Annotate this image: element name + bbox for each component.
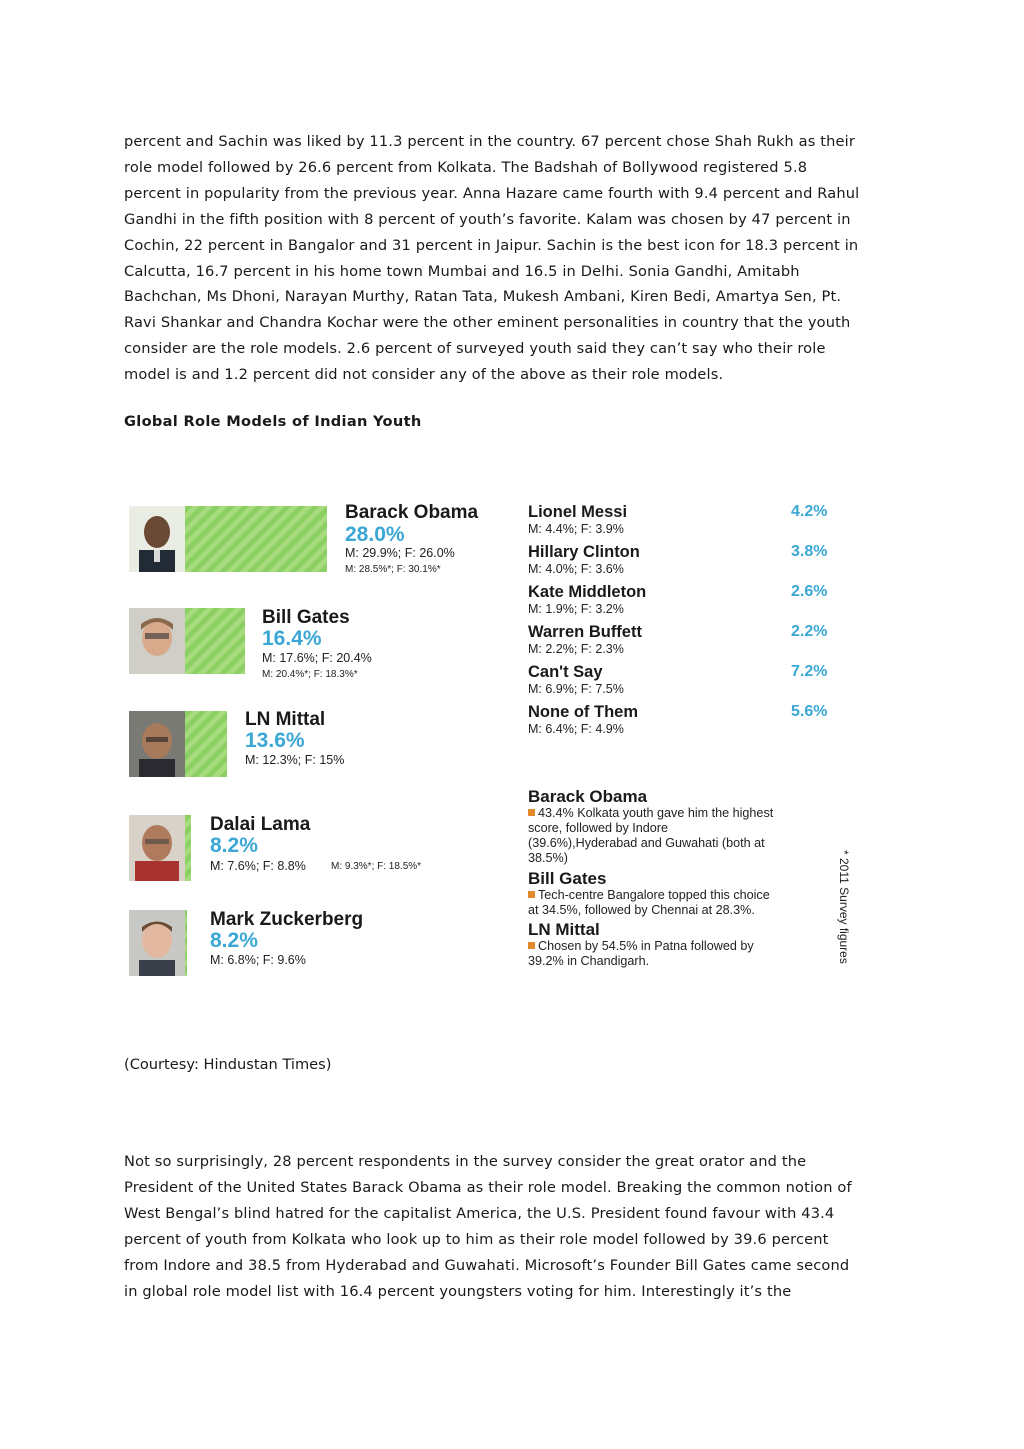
role-model-gender-split: M: 1.9%; F: 3.2% bbox=[528, 602, 624, 616]
note-text: 43.4% Kolkata youth gave him the highest bbox=[528, 806, 838, 821]
text-line: Ravi Shankar and Chandra Kochar were the other eminent personalities in country that the youth bbox=[124, 314, 851, 332]
role-model-infographic bbox=[124, 495, 864, 990]
role-model-name: Lionel Messi bbox=[528, 503, 628, 521]
section-heading: Global Role Models of Indian Youth bbox=[124, 413, 422, 430]
role-model-percent: 2.6% bbox=[791, 583, 828, 600]
bill-gates-photo bbox=[129, 608, 185, 674]
list-item bbox=[528, 503, 838, 539]
featured-gender-split-2011: M: 20.4%*; F: 18.3%* bbox=[262, 669, 358, 680]
role-model-percent: 2.2% bbox=[791, 623, 828, 640]
text-line: percent and Sachin was liked by 11.3 percent in the country. 67 percent chose Shah Rukh as their bbox=[124, 133, 856, 150]
note-text: score, followed by Indore bbox=[528, 821, 669, 835]
featured-percent: 8.2% bbox=[210, 834, 258, 857]
featured-gender-split: M: 12.3%; F: 15% bbox=[245, 753, 345, 767]
text-line: Bachchan, Ms Dhoni, Narayan Murthy, Ratan Tata, Mukesh Ambani, Kiren Bedi, Amartya Sen, Pt. bbox=[124, 288, 842, 306]
featured-name: Dalai Lama bbox=[210, 814, 311, 835]
list-item bbox=[528, 703, 838, 739]
featured-gender-split: M: 29.9%; F: 26.0% bbox=[345, 546, 455, 560]
list-item bbox=[528, 663, 838, 699]
text-line: percent of youth from Kolkata who look up to him as their role model followed by 39.6 percent bbox=[124, 1230, 829, 1248]
note-text: 39.2% in Chandigarh. bbox=[528, 954, 650, 968]
regional-note bbox=[528, 920, 838, 969]
bullet-icon bbox=[528, 891, 535, 898]
note-title: Bill Gates bbox=[528, 869, 607, 888]
barack-obama-photo bbox=[129, 506, 185, 572]
text-line: in global role model list with 16.4 percent youngsters voting for him. Interestingly it’s the bbox=[124, 1282, 792, 1300]
text-line: role model followed by 26.6 percent from Kolkata. The Badshah of Bollywood registered 5.8 bbox=[124, 158, 808, 176]
note-title: LN Mittal bbox=[528, 920, 600, 939]
featured-percent: 28.0% bbox=[345, 523, 405, 546]
note-text: at 34.5%, followed by Chennai at 28.3%. bbox=[528, 903, 755, 917]
featured-name: Barack Obama bbox=[345, 502, 479, 523]
body-paragraph-bottom bbox=[124, 1149, 904, 1304]
text-line: percent in popularity from the previous year. Anna Hazare came fourth with 9.4 percent and Rahul bbox=[124, 184, 860, 202]
text-line: Not so surprisingly, 28 percent respondents in the survey consider the great orator and the bbox=[124, 1153, 807, 1170]
role-model-gender-split: M: 6.4%; F: 4.9% bbox=[528, 722, 624, 736]
role-model-percent: 7.2% bbox=[791, 663, 828, 680]
role-model-name: Can't Say bbox=[528, 663, 603, 681]
text-line: Cochin, 22 percent in Bangalor and 31 percent in Jaipur. Sachin is the best icon for 18.3 percent in bbox=[124, 236, 859, 254]
bullet-icon bbox=[528, 942, 535, 949]
featured-gender-split-2011: M: 9.3%*; F: 18.5%* bbox=[331, 861, 422, 872]
note-text: Tech-centre Bangalore topped this choice bbox=[528, 888, 838, 903]
role-model-name: Hillary Clinton bbox=[528, 543, 640, 561]
featured-percent: 16.4% bbox=[262, 627, 322, 650]
role-model-name: Warren Buffett bbox=[528, 623, 642, 641]
bullet-icon bbox=[528, 809, 535, 816]
text-line: from Indore and 38.5 from Hyderabad and Guwahati. Microsoft’s Founder Bill Gates came second bbox=[124, 1256, 850, 1274]
featured-name: Mark Zuckerberg bbox=[210, 909, 364, 930]
text-line: West Bengal’s blind hatred for the capitalist America, the U.S. President found favour with 43.4 bbox=[124, 1204, 835, 1222]
text-line: model is and 1.2 percent did not consider any of the above as their role models. bbox=[124, 366, 724, 384]
dalai-lama-photo bbox=[129, 815, 185, 881]
text-line: Gandhi in the fifth position with 8 percent of youth’s favorite. Kalam was chosen by 47 percent in bbox=[124, 210, 851, 228]
note-text: Chosen by 54.5% in Patna followed by bbox=[528, 939, 838, 954]
role-model-gender-split: M: 6.9%; F: 7.5% bbox=[528, 682, 624, 696]
note-text: 38.5%) bbox=[528, 851, 568, 865]
role-model-percent: 3.8% bbox=[791, 543, 828, 560]
list-item bbox=[528, 583, 838, 619]
image-credit: (Courtesy: Hindustan Times) bbox=[124, 1056, 332, 1073]
note-text: (39.6%),Hyderabad and Guwahati (both at bbox=[528, 836, 765, 850]
role-model-gender-split: M: 4.0%; F: 3.6% bbox=[528, 562, 624, 576]
featured-name: LN Mittal bbox=[245, 709, 326, 730]
list-item bbox=[528, 623, 838, 659]
body-paragraph-top bbox=[124, 129, 904, 388]
featured-gender-split-2011: M: 28.5%*; F: 30.1%* bbox=[345, 564, 441, 575]
text-line: President of the United States Barack Obama as their role model. Breaking the common notion of bbox=[124, 1178, 852, 1196]
text-line: consider are the role models. 2.6 percent of surveyed youth said they can’t say who their role bbox=[124, 340, 826, 358]
featured-gender-split: M: 7.6%; F: 8.8% bbox=[210, 859, 306, 873]
featured-gender-split: M: 17.6%; F: 20.4% bbox=[262, 651, 372, 665]
regional-note bbox=[528, 869, 838, 918]
role-model-gender-split: M: 4.4%; F: 3.9% bbox=[528, 522, 624, 536]
featured-percent: 13.6% bbox=[245, 729, 305, 752]
featured-gender-split: M: 6.8%; F: 9.6% bbox=[210, 953, 306, 967]
role-model-percent: 5.6% bbox=[791, 703, 828, 720]
role-model-name: None of Them bbox=[528, 703, 638, 721]
mark-zuckerberg-photo bbox=[129, 910, 185, 976]
note-title: Barack Obama bbox=[528, 787, 648, 806]
role-model-name: Kate Middleton bbox=[528, 583, 647, 601]
list-item bbox=[528, 543, 838, 579]
ln-mittal-photo bbox=[129, 711, 185, 777]
survey-footnote: * 2011 Survey figures bbox=[837, 850, 851, 964]
featured-percent: 8.2% bbox=[210, 929, 258, 952]
regional-note bbox=[528, 787, 838, 866]
role-model-percent: 4.2% bbox=[791, 503, 828, 520]
featured-name: Bill Gates bbox=[262, 607, 350, 628]
role-model-gender-split: M: 2.2%; F: 2.3% bbox=[528, 642, 624, 656]
text-line: Calcutta, 16.7 percent in his home town Mumbai and 16.5 in Delhi. Sonia Gandhi, Amitabh bbox=[124, 262, 800, 280]
